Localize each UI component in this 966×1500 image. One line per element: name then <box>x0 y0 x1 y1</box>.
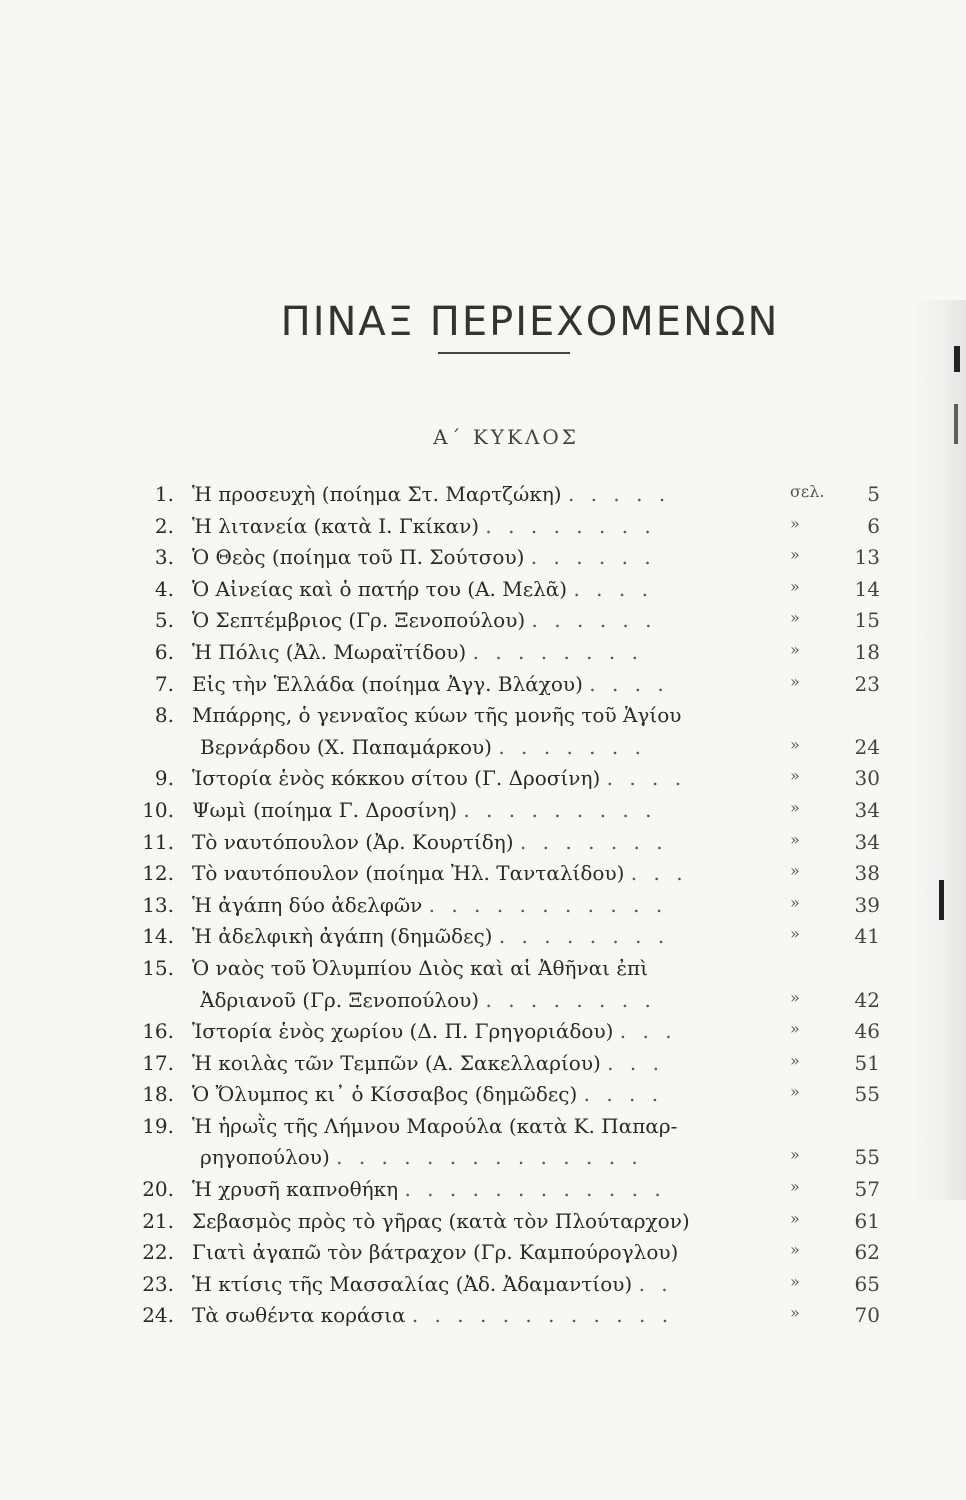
toc-entry <box>0 1112 966 1144</box>
ditto-mark: » <box>790 1303 800 1323</box>
entry-title: Ἡ χρυσῆ καπνοθήκη <box>192 1177 399 1202</box>
entry-number: 8. <box>154 703 174 728</box>
entry-number: 12. <box>142 861 174 886</box>
leader-dots: . . . . . . <box>531 608 657 633</box>
toc-entry <box>0 1175 966 1207</box>
entry-number: 22. <box>142 1240 174 1265</box>
toc-entry <box>0 606 966 638</box>
entry-title: Ψωμὶ (ποίημα Γ. Δροσίνη) <box>192 797 457 822</box>
toc-entry <box>0 1017 966 1049</box>
edge-mark-top <box>954 346 960 372</box>
ditto-mark: » <box>790 1177 800 1197</box>
entry-title: Ἀδριανοῦ (Γρ. Ξενοπούλου) <box>200 987 480 1012</box>
entry-title: Ἡ λιτανεία (κατὰ Ι. Γκίκαν) <box>192 513 480 538</box>
ditto-mark: » <box>790 734 800 754</box>
entry-title: Γιατὶ ἀγαπῶ τὸν βάτραχον (Γρ. Καμπούρογλου) <box>192 1240 679 1265</box>
ditto-mark: » <box>790 608 800 628</box>
leader-dots: . . <box>638 1271 673 1296</box>
entry-number: 10. <box>142 797 174 822</box>
toc-entry <box>0 670 966 702</box>
entry-page: 42 <box>854 987 880 1012</box>
entry-page: 23 <box>854 671 880 696</box>
ditto-mark: » <box>790 1145 800 1165</box>
entry-number: 19. <box>142 1113 174 1138</box>
entry-title-line <box>192 514 656 538</box>
toc-entry <box>0 512 966 544</box>
entry-title: Ἡ κοιλὰς τῶν Τεμπῶν (Α. Σακελλαρίου) <box>192 1050 601 1075</box>
entry-page: 39 <box>854 892 880 917</box>
ditto-mark: » <box>790 671 800 691</box>
entry-page: 18 <box>854 639 880 664</box>
toc-entry <box>0 1238 966 1270</box>
entry-page: 55 <box>854 1082 880 1107</box>
entry-title-line <box>192 798 656 822</box>
entry-title: Μπάρρης, ὁ γενναῖος κύων τῆς μονῆς τοῦ Ἁγίου <box>192 703 682 728</box>
entry-page: 30 <box>854 766 880 791</box>
entry-number: 17. <box>142 1050 174 1075</box>
entry-title-line <box>192 988 656 1012</box>
entry-title: Ὁ Θεὸς (ποίημα τοῦ Π. Σούτσου) <box>192 545 525 570</box>
toc-entry <box>0 891 966 923</box>
ditto-mark: » <box>790 892 800 912</box>
toc-entry <box>0 764 966 796</box>
entry-number: 14. <box>142 924 174 949</box>
ditto-mark: » <box>790 797 800 817</box>
leader-dots: . . . . . <box>567 482 671 506</box>
entry-title-line <box>192 735 646 759</box>
ditto-mark: » <box>790 861 800 881</box>
toc-entry <box>0 986 966 1018</box>
entry-title: Ἡ προσευχὴ (ποίημα Στ. Μαρτζώκη) <box>192 482 562 506</box>
toc-entry <box>0 1080 966 1112</box>
entry-title: Ἡ ἀγάπη δύο ἀδελφῶν <box>192 892 423 917</box>
entry-title-line <box>192 893 667 917</box>
entry-title: Ὁ Ὄλυμπος κι᾿ ὁ Κίσσαβος (δημῶδες) <box>192 1082 578 1107</box>
section-heading: Α΄ ΚΥΚΛΟΣ <box>433 425 579 449</box>
entry-page: 38 <box>854 861 880 886</box>
entry-title-line <box>192 1051 664 1075</box>
leader-dots: . . . . . . . <box>498 734 646 759</box>
entry-number: 23. <box>142 1271 174 1296</box>
entry-number: 4. <box>154 576 174 601</box>
leader-dots: . . . . . . . . <box>485 513 656 538</box>
entry-page: 46 <box>854 1019 880 1044</box>
ditto-mark: » <box>790 1271 800 1291</box>
entry-number: 11. <box>142 829 174 854</box>
entry-page: 15 <box>854 608 880 633</box>
entry-page: 41 <box>854 924 880 949</box>
entry-title-line <box>192 703 681 727</box>
toc-entry <box>0 638 966 670</box>
entry-title-line <box>192 672 669 696</box>
entry-title-line <box>192 640 643 664</box>
entry-title: Ἡ κτίσις τῆς Μασσαλίας (Ἀδ. Ἀδαμαντίου) <box>192 1271 633 1296</box>
leader-dots: . . . <box>619 1019 677 1044</box>
entry-page: 24 <box>854 734 880 759</box>
leader-dots: . . . . . . . . <box>472 639 643 664</box>
entry-page: 57 <box>854 1177 880 1202</box>
entry-page: 13 <box>854 545 880 570</box>
leader-dots: . . . . . . . . . . . . <box>404 1177 666 1202</box>
entry-number: 13. <box>142 892 174 917</box>
entry-page: 5 <box>867 482 880 506</box>
leader-dots: . . . . . . . . . . . . <box>411 1303 674 1328</box>
entry-number: 2. <box>154 513 174 538</box>
entry-title: Ἡ ἀδελφικὴ ἀγάπη (δημῶδες) <box>192 924 493 949</box>
toc-entry <box>0 796 966 828</box>
entry-title-line <box>192 1082 663 1106</box>
toc-entry <box>0 1207 966 1239</box>
leader-dots: . . . . . . . . . . . <box>428 892 668 917</box>
ditto-mark: » <box>790 639 800 659</box>
entry-title-line <box>192 861 688 885</box>
leader-dots: . . . . <box>573 576 653 601</box>
entry-number: 5. <box>154 608 174 633</box>
entry-title: Τὸ ναυτόπουλον (Ἀρ. Κουρτίδη) <box>192 829 514 854</box>
ditto-mark: » <box>790 1050 800 1070</box>
ditto-mark: » <box>790 1082 800 1102</box>
toc-entry <box>0 575 966 607</box>
entry-page: 14 <box>854 576 880 601</box>
ditto-mark: » <box>790 829 800 849</box>
entry-title-line <box>192 924 669 948</box>
leader-dots: . . . . <box>589 671 669 696</box>
toc-entry <box>0 1049 966 1081</box>
entry-page: 55 <box>854 1145 880 1170</box>
entry-number: 16. <box>142 1019 174 1044</box>
leader-dots: . . . . <box>583 1082 664 1107</box>
page-ref-label: σελ. <box>790 482 825 501</box>
leader-dots: . . . . . . <box>530 545 656 570</box>
toc-entry <box>0 1143 966 1175</box>
leader-dots: . . . . . . . . <box>485 987 656 1012</box>
entry-title-line <box>192 482 670 506</box>
entry-number: 1. <box>154 482 174 506</box>
entry-title: Ὁ Αἰνείας καὶ ὁ πατήρ του (Α. Μελᾶ) <box>192 576 568 601</box>
leader-dots: . . . . . . . <box>519 829 668 854</box>
entry-title-line <box>192 1303 673 1327</box>
entry-title-line <box>192 956 648 980</box>
ditto-mark: » <box>790 1208 800 1228</box>
toc-entry <box>0 922 966 954</box>
entry-title: Βερνάρδου (Χ. Παπαμάρκου) <box>200 734 492 759</box>
entry-number: 15. <box>142 955 174 980</box>
entry-number: 18. <box>142 1082 174 1107</box>
entry-title-line <box>192 1272 673 1296</box>
entry-page: 62 <box>854 1240 880 1265</box>
entry-title-line <box>192 1145 643 1169</box>
entry-title-line <box>192 1240 678 1264</box>
leader-dots: . . . . . . . . . . . . . . <box>336 1145 643 1170</box>
ditto-mark: » <box>790 545 800 565</box>
entry-number: 6. <box>154 639 174 664</box>
toc-entry <box>0 828 966 860</box>
entry-page: 51 <box>854 1050 880 1075</box>
ditto-mark: » <box>790 766 800 786</box>
entry-title-line <box>192 830 668 854</box>
ditto-mark: » <box>790 1019 800 1039</box>
entry-title-line <box>192 1209 690 1233</box>
entry-number: 7. <box>154 671 174 696</box>
entry-title: Τὸ ναυτόπουλον (ποίημα Ἠλ. Τανταλίδου) <box>192 861 625 886</box>
toc-entry <box>0 543 966 575</box>
entry-title-line <box>192 545 656 569</box>
leader-dots: . . . <box>630 861 688 886</box>
toc-entry <box>0 1270 966 1302</box>
entry-title: Ὁ ναὸς τοῦ Ὀλυμπίου Διὸς καὶ αἱ Ἀθῆναι ἐπὶ <box>192 955 649 980</box>
ditto-mark: » <box>790 513 800 533</box>
entry-title-line <box>192 766 686 790</box>
entry-number: 20. <box>142 1177 174 1202</box>
toc-entry <box>0 480 966 512</box>
entry-title-line <box>192 1019 677 1043</box>
entry-number: 3. <box>154 545 174 570</box>
title-rule <box>438 352 570 354</box>
entry-page: 65 <box>854 1271 880 1296</box>
entry-title: ρηγοπούλου) <box>200 1145 330 1170</box>
entry-page: 34 <box>854 829 880 854</box>
ditto-mark: » <box>790 924 800 944</box>
entry-title: Σεβασμὸς πρὸς τὸ γῆρας (κατὰ τὸν Πλούταρχον) <box>192 1208 690 1233</box>
entry-page: 34 <box>854 797 880 822</box>
entry-title-line <box>192 1177 666 1201</box>
entry-title: Ἱστορία ἑνὸς χωρίου (Δ. Π. Γρηγοριάδου) <box>192 1019 614 1044</box>
page-title: ΠΙΝΑΞ ΠΕΡΙΕΧΟΜΕΝΩΝ <box>280 298 780 345</box>
leader-dots: . . . . <box>606 766 687 791</box>
leader-dots: . . . <box>607 1050 664 1075</box>
entry-page: 70 <box>854 1303 880 1328</box>
ditto-mark: » <box>790 576 800 596</box>
entry-title: Εἰς τὴν Ἑλλάδα (ποίημα Ἀγγ. Βλάχου) <box>192 671 583 696</box>
entry-title: Ἡ ἡρωῒς τῆς Λήμνου Μαρούλα (κατὰ Κ. Παπαρ- <box>192 1113 678 1138</box>
ditto-mark: » <box>790 1240 800 1260</box>
entry-title: Ἡ Πόλις (Ἀλ. Μωραϊτίδου) <box>192 639 467 664</box>
entry-title-line <box>192 577 653 601</box>
entry-title: Ὁ Σεπτέμβριος (Γρ. Ξενοπούλου) <box>192 608 526 633</box>
ditto-mark: » <box>790 987 800 1007</box>
leader-dots: . . . . . . . . <box>498 924 670 949</box>
toc-entry <box>0 701 966 733</box>
toc-entry <box>0 733 966 765</box>
toc-entry <box>0 954 966 986</box>
toc-entry <box>0 1301 966 1333</box>
table-of-contents <box>0 480 966 1333</box>
entry-title-line <box>192 1114 677 1138</box>
entry-number: 21. <box>142 1208 174 1233</box>
entry-page: 6 <box>867 513 880 538</box>
entry-number: 24. <box>142 1303 174 1328</box>
entry-page: 61 <box>854 1208 880 1233</box>
toc-entry <box>0 859 966 891</box>
entry-title: Τὰ σωθέντα κοράσια <box>192 1303 406 1328</box>
entry-number: 9. <box>154 766 174 791</box>
entry-title: Ἱστορία ἑνὸς κόκκου σίτου (Γ. Δροσίνη) <box>192 766 601 791</box>
leader-dots: . . . . . . . . . <box>463 797 657 822</box>
entry-title-line <box>192 608 656 632</box>
